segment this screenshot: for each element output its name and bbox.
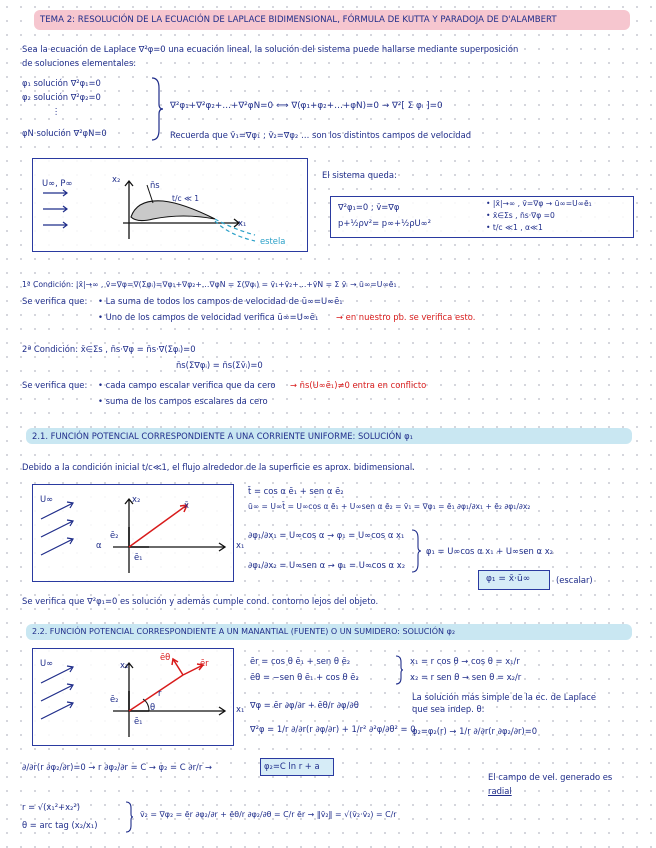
cond1-line: 1ª Condición: |x̄|→∞ , v̄=∇φ=∇(Σφᵢ)=∇φ₁+∇φ₂+…∇φN = Σ(∇φᵢ) = v̄₁+v̄₂+…+v̄N = Σ v̄ᵢ → ū∞=U∞ē₁ [22,280,397,289]
cond2-bullet-1: • cada campo escalar verifica que da cero [98,380,276,390]
section-2-1-heading: 2.1. FUNCIÓN POTENCIAL CORRESPONDIENTE A UNA CORRIENTE UNIFORME: SOLUCIÓN φ₁ [26,428,632,444]
fig3-x1-label: x₁ [236,704,245,714]
sec21-escalar: (escalar) [556,575,593,585]
cond2-line-1: 2ª Condición: x̄∈Σs , n̄s·∇φ = n̄s·∇(Σφᵢ)=0 [22,344,196,354]
sec21-brace [410,528,422,574]
fig3-uinf-label: U∞ [40,658,54,668]
fig1-estela-label: estela [260,236,286,246]
system-eq2: p+½ρv²= p∞+½ρU∞² [338,218,431,228]
cond1-se-verifica: Se verifica que: [22,296,88,306]
polar-brace [124,800,134,834]
system-heading: El sistema queda: [322,170,397,180]
fig3-theta-label: θ [150,702,156,712]
fig1-x2-label: x₂ [112,174,121,184]
page-title: TEMA 2: RESOLUCIÓN DE LA ECUACIÓN DE LAPLACE BIDIMENSIONAL, FÓRMULA DE KUTTA Y PARADOJA DE D'ALAMBERT [34,10,630,30]
er-brace [394,654,404,686]
cond1-bullet-2: • Uno de los campos de velocidad verifica ū∞=U∞ē₁ [98,312,319,322]
recuerda-text: Recuerda que v̄₁=∇φ₁ ; v̄₂=∇φ₂ … son los distintos campos de velocidad [170,130,472,140]
x2-polar: x₂ = r sen θ → sen θ = x₂/r [410,672,522,682]
fig3-r-label: r [158,688,162,698]
er-equation: ēr = cos θ ē₁ + sen θ ē₂ [250,656,351,666]
simple-solution-1: La solución más simple de la ec. de Laplace [412,692,597,702]
fig3-e2-label: ē₂ [110,694,119,704]
sec21-eq-uinf: ū∞ = U∞t̄ = U∞cos α ē₁ + U∞sen α ē₂ = v̄₁ = ∇φ₁ = ē₁ ∂φ₁/∂x₁ + ē₂ ∂φ₁/∂x₂ [248,502,531,511]
fig3-er-label: ēr [200,658,209,668]
fig1-uinf-label: U∞, P∞ [42,178,73,188]
phi2-boxed-text: φ₂=C ln r + a [264,761,320,771]
phiN-solution: φN solución ∇²φN=0 [22,128,107,138]
system-cond1: • |x̄|→∞ , v̄=∇φ → ū∞=U∞ē₁ [486,199,592,208]
eth-equation: ēθ = −sen θ ē₁ + cos θ ē₂ [250,672,359,682]
system-eq1: ∇²φ₁=0 ; v̄=∇φ [338,202,400,212]
fig2-uinf-label: U∞ [40,494,54,504]
derivation-line: ∂/∂r(r ∂φ₂/∂r)=0 → r ∂φ₂/∂r = C → φ₂ = C ∂r/r → [22,762,212,772]
sec21-eq-dx2: ∂φ₁/∂x₂ = U∞sen α → φ₁ = U∞cos α x₂ [248,560,406,570]
fig3-e1-label: ē₁ [134,716,143,726]
system-cond3: • t/c ≪1 , α≪1 [486,223,543,232]
fig2-alpha-label: α [96,540,102,550]
r-definition: r = √(x₁²+x₂²) [22,802,81,812]
sec21-verifica: Se verifica que ∇²φ₁=0 es solución y además cumple cond. contorno lejos del objeto. [22,596,379,606]
cond2-bullet-2: • suma de los campos escalares da cero [98,396,268,406]
x1-polar: x₁ = r cos θ → cos θ = x₁/r [410,656,520,666]
sec21-boxed-text: φ₁ = x̄·ū∞ [486,574,531,584]
section-2-1-intro: Debido a la condición inicial t/c≪1, el flujo alrededor de la superficie es aprox. bidimensional. [22,462,415,472]
fig2-e2-label: ē₂ [110,530,119,540]
section-2-2-heading: 2.2. FUNCIÓN POTENCIAL CORRESPONDIENTE A UN MANANTIAL (FUENTE) O UN SUMIDERO: SOLUCIÓN φ₂ [26,624,632,640]
fig2-x1-label: x₁ [236,540,245,550]
system-cond2: • x̄∈Σs , n̄s·∇φ =0 [486,211,555,220]
phi2-of-r: φ₂=φ₂(r) → 1/r ∂/∂r(r ∂φ₂/∂r)=0 [412,726,538,736]
v2-equation: v̄₂ = ∇φ₂ = ēr ∂φ₂/∂r + ēθ/r ∂φ₂/∂θ = C/r ēr → ‖v̄₂‖ = √(v̄₂·v̄₂) = C/r [140,810,397,819]
sec21-eq-t: t̄ = cos α ē₁ + sen α ē₂ [248,486,344,496]
phi1-solution: φ₁ solución ∇²φ₁=0 [22,78,101,88]
phi2-solution: φ₂ solución ∇²φ₂=0 [22,92,101,102]
fig3-x2-label: x₂ [120,660,129,670]
fig1-tc-label: t/c ≪ 1 [172,194,199,203]
sec21-eq-phi1: φ₁ = U∞cos α x₁ + U∞sen α x₂ [426,546,554,556]
campo-text-1: El campo de vel. generado es [488,772,613,782]
sec21-eq-dx1: ∂φ₁/∂x₁ = U∞cos α → φ₁ = U∞cos α x₁ [248,530,405,540]
simple-solution-2: que sea indep. θ: [412,704,485,714]
dots: ⋮ [52,106,61,116]
campo-text-2: radial [488,786,512,796]
brace [150,76,164,142]
fig3-eth-label: ēθ [160,652,171,662]
fig2-x-label: x̄ [184,500,189,510]
fig2-x2-label: x₂ [132,494,141,504]
superposition-equation: ∇²φ₁+∇²φ₂+…+∇²φN=0 ⟺ ∇(φ₁+φ₂+…+φN)=0 → ∇²[ Σ φᵢ ]=0 [170,101,443,111]
cond1-bullet-1: • La suma de todos los campos de velocidad de ū∞=U∞ē₁ [98,296,343,306]
cond2-line-2: n̄s(Σ∇φᵢ) = n̄s(Σv̄ᵢ)=0 [176,360,263,370]
fig1-x1-label: x₁ [238,218,247,228]
cond1-bullet-2-note: → en nuestro pb. se verifica esto. [336,312,476,322]
cond2-bullet-1-note: → n̄s(U∞ē₁)≠0 entra en conflicto [290,380,427,390]
theta-definition: θ = arc tag (x₂/x₁) [22,820,98,830]
laplacian-polar: ∇²φ = 1/r ∂/∂r(r ∂φ/∂r) + 1/r² ∂²φ/∂θ² = 0 [250,724,416,734]
fig1-ns-label: n̄s [150,180,160,190]
intro-line-2: de soluciones elementales: [22,58,137,68]
grad-polar: ∇φ = ēr ∂φ/∂r + ēθ/r ∂φ/∂θ [250,700,359,710]
cond2-se-verifica: Se verifica que: [22,380,88,390]
fig2-e1-label: ē₁ [134,552,143,562]
intro-line-1: Sea la ecuación de Laplace ∇²φ=0 una ecuación lineal, la solución del sistema puede hallarse mediante superposición [22,44,519,54]
